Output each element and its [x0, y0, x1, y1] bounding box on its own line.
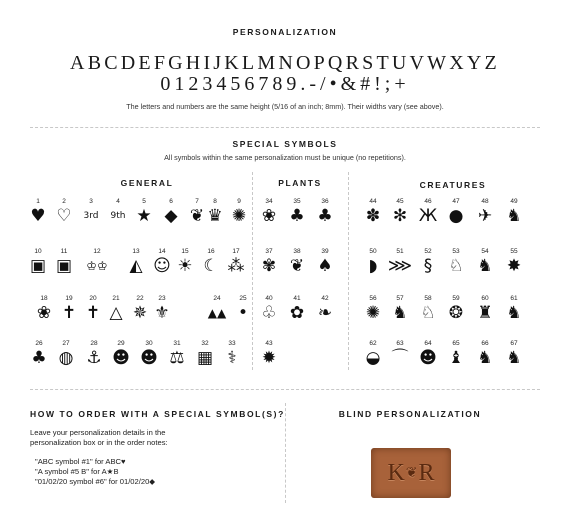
- symbol-47: [442, 198, 470, 226]
- symbol-number: 14: [158, 248, 166, 255]
- symbol-44: [359, 198, 387, 226]
- symbol-36: [311, 198, 339, 226]
- divider-bottom: [30, 389, 540, 390]
- symbol-30: [135, 340, 163, 368]
- cherries-icon: ♣: [289, 206, 305, 226]
- clover-icon: ♣: [317, 206, 333, 226]
- symbol-number: 10: [34, 248, 42, 255]
- symbol-number: 44: [369, 198, 377, 205]
- symbol-number: 63: [396, 340, 404, 347]
- symbol-number: 28: [90, 340, 98, 347]
- symbol-63: [386, 340, 414, 368]
- leather-letter-right: R: [418, 459, 435, 486]
- symbol-number: 62: [369, 340, 377, 347]
- symbol-15: [171, 248, 199, 276]
- order-instruction-line-1: Leave your personalization details in the: [30, 428, 166, 437]
- symbol-number: 52: [424, 248, 432, 255]
- symbol-number: 4: [116, 198, 120, 205]
- symbol-number: 29: [117, 340, 125, 347]
- symbol-42: [311, 295, 339, 323]
- symbol-number: 3: [89, 198, 93, 205]
- elephant-icon: ♞: [477, 256, 493, 276]
- symbol-number: 43: [265, 340, 273, 347]
- scales-icon: ⚖: [169, 348, 185, 368]
- symbol-5: [130, 198, 158, 226]
- leather-sample: [371, 448, 451, 498]
- order-example-2: "A symbol #5 B" for A★B: [35, 467, 119, 476]
- bird-icon: ♝: [448, 348, 464, 368]
- symbol-41: [283, 295, 311, 323]
- symbol-number: 20: [89, 295, 97, 302]
- symbol-number: 67: [510, 340, 518, 347]
- symbol-number: 49: [510, 198, 518, 205]
- anchor-icon: ⚓: [86, 348, 102, 368]
- symbol-number: 42: [321, 295, 329, 302]
- symbol-52: [414, 248, 442, 276]
- footprints-icon: ⁂: [227, 256, 245, 276]
- dinosaur-icon: ♞: [506, 348, 522, 368]
- smiley-icon: ☺: [153, 256, 171, 276]
- symbol-number: 51: [396, 248, 404, 255]
- spiderweb-icon: ✺: [231, 206, 247, 226]
- letters-row: ABCDEFGHIJKLMNOPQRSTUVWXYZ: [70, 52, 500, 74]
- pineapple-icon: ♠: [317, 256, 333, 276]
- lion-icon: ✺: [365, 303, 381, 323]
- stethoscope-icon: ⚕: [227, 348, 237, 368]
- symbol-40: [255, 295, 283, 323]
- symbol-12: [83, 248, 111, 276]
- hedgehog-icon: ✸: [506, 256, 522, 276]
- heart-outline-icon: ♡: [56, 206, 72, 226]
- tree-icon: ♣: [31, 348, 47, 368]
- monstera-icon: ❦: [289, 256, 305, 276]
- symbol-number: 27: [62, 340, 70, 347]
- symbol-number: 61: [510, 295, 518, 302]
- symbol-number: 23: [158, 295, 166, 302]
- symbol-number: 33: [228, 340, 236, 347]
- symbol-23: [148, 295, 176, 323]
- globe-icon: ◍: [58, 348, 74, 368]
- symbol-64: [414, 340, 442, 368]
- symbol-number: 45: [396, 198, 404, 205]
- symbol-3: [77, 198, 105, 226]
- special-symbols-title: SPECIAL SYMBOLS: [232, 139, 338, 149]
- symbol-number: 65: [452, 340, 460, 347]
- symbol-55: [500, 248, 528, 276]
- crown-icon: ♔♔: [86, 259, 108, 273]
- order-example-1: "ABC symbol #1" for ABC♥: [35, 457, 126, 466]
- symbol-number: 35: [293, 198, 301, 205]
- deathly-hallows-icon: △: [109, 303, 123, 323]
- graduation-cap-icon: ◭: [129, 256, 143, 276]
- symbol-number: 9: [237, 198, 241, 205]
- hummingbird-icon: ✈: [477, 206, 493, 226]
- symbol-32: [191, 340, 219, 368]
- symbol-53: [442, 248, 470, 276]
- butterfly-icon: Ж: [418, 206, 438, 226]
- symbol-number: 46: [424, 198, 432, 205]
- symbol-67: [500, 340, 528, 368]
- symbol-number: 39: [321, 248, 329, 255]
- symbol-46: [414, 198, 442, 226]
- divider-plants-creatures: [348, 172, 349, 370]
- symbol-number: 21: [112, 295, 120, 302]
- sunflower-icon: ✹: [261, 348, 277, 368]
- paw-icon: ❂: [448, 303, 464, 323]
- symbol-number: 53: [452, 248, 460, 255]
- symbol-50: [359, 248, 387, 276]
- numbers-row: 0123456789.-/•&#!;+: [160, 73, 410, 95]
- symbol-number: 15: [181, 248, 189, 255]
- symbol-6: [157, 198, 185, 226]
- symbol-9: [225, 198, 253, 226]
- symbol-number: 13: [132, 248, 140, 255]
- symbol-62: [359, 340, 387, 368]
- rooster-icon: ♞: [506, 206, 522, 226]
- column-general: GENERAL: [120, 178, 174, 188]
- symbol-number: 55: [510, 248, 518, 255]
- dot-icon: •: [237, 303, 249, 323]
- cross-2-icon: ✝: [85, 303, 101, 323]
- symbol-number: 2: [62, 198, 66, 205]
- symbol-number: 47: [452, 198, 460, 205]
- symbol-number: 48: [481, 198, 489, 205]
- symbol-16: [197, 248, 225, 276]
- fish-bone-icon: ⋙: [387, 256, 413, 276]
- symbol-4: [104, 198, 132, 226]
- symbol-38: [283, 248, 311, 276]
- blind-title: BLIND PERSONALIZATION: [338, 409, 482, 419]
- symbol-number: 41: [293, 295, 301, 302]
- symbol-56: [359, 295, 387, 323]
- heart-filled-icon: ♥: [30, 206, 46, 226]
- symbol-number: 12: [93, 248, 101, 255]
- column-plants: PLANTS: [278, 178, 322, 188]
- symbol-17: [222, 248, 250, 276]
- symbol-number: 11: [60, 248, 68, 255]
- police-icon: ☻: [112, 348, 130, 368]
- symbol-28: [80, 340, 108, 368]
- mermaid-icon: §: [423, 256, 433, 276]
- heart-9th-icon: 9th: [110, 211, 126, 221]
- symbol-number: 56: [369, 295, 377, 302]
- symbol-51: [386, 248, 414, 276]
- symbol-number: 5: [142, 198, 146, 205]
- symbol-49: [500, 198, 528, 226]
- symbol-number: 37: [265, 248, 273, 255]
- koala-icon: ☻: [419, 348, 437, 368]
- symbol-35: [283, 198, 311, 226]
- compass-rose-icon: ✵: [132, 303, 148, 323]
- wings-icon: ❀: [36, 303, 52, 323]
- playing-card-icon: ▣: [29, 256, 47, 276]
- symbol-61: [500, 295, 528, 323]
- candy-icon: ❦: [189, 206, 205, 226]
- bee-icon: ✽: [365, 206, 381, 226]
- order-title: HOW TO ORDER WITH A SPECIAL SYMBOL(S)?: [30, 409, 285, 419]
- tree-of-life-icon: ♧: [261, 303, 277, 323]
- fleur-de-lis-icon: ⚜: [154, 303, 170, 323]
- cross-icon: ✝: [61, 303, 77, 323]
- wolf-icon: ♞: [392, 303, 408, 323]
- symbol-26: [25, 340, 53, 368]
- leather-letter-left: K: [387, 459, 405, 486]
- symbol-number: 50: [369, 248, 377, 255]
- star-icon: ★: [136, 206, 152, 226]
- symbol-number: 24: [213, 295, 221, 302]
- mountains-icon: ▲▲: [207, 306, 227, 320]
- rabbit-icon: ♘: [448, 256, 464, 276]
- heart-3rd-icon: 3rd: [83, 211, 99, 221]
- symbol-39: [311, 248, 339, 276]
- symbol-number: 58: [424, 295, 432, 302]
- dolphin-icon: ⌒: [391, 348, 409, 368]
- special-symbols-note: All symbols within the same personalization must be unique (no repetitions).: [164, 153, 406, 162]
- school-bus-icon: ▦: [196, 348, 214, 368]
- turtle-icon: ◒: [365, 348, 381, 368]
- symbol-18: [30, 295, 58, 323]
- symbol-2: [50, 198, 78, 226]
- column-creatures: CREATURES: [419, 180, 487, 190]
- symbol-54: [471, 248, 499, 276]
- symbol-57: [386, 295, 414, 323]
- symbol-number: 19: [65, 295, 73, 302]
- symbol-number: 60: [481, 295, 489, 302]
- symbol-48: [471, 198, 499, 226]
- order-example-3: "01/02/20 symbol #6" for 01/02/20◆: [35, 477, 156, 486]
- spider-icon: ✻: [392, 206, 408, 226]
- ginkgo-icon: ❧: [317, 303, 333, 323]
- symbol-43: [255, 340, 283, 368]
- symbol-number: 59: [452, 295, 460, 302]
- firefighter-icon: ☻: [140, 348, 158, 368]
- cat-icon: ♜: [477, 303, 493, 323]
- playing-card-2-icon: ▣: [55, 256, 73, 276]
- leaf-icon: ❦: [405, 465, 418, 481]
- symbol-number: 38: [293, 248, 301, 255]
- symbol-number: 36: [321, 198, 329, 205]
- symbol-25: [229, 295, 257, 323]
- leaf-icon: ✾: [261, 256, 277, 276]
- height-note: The letters and numbers are the same height (5/16 of an inch; 8mm). Their widths vary (see above).: [126, 102, 444, 111]
- symbol-number: 8: [213, 198, 217, 205]
- symbol-45: [386, 198, 414, 226]
- divider-top: [30, 127, 540, 128]
- symbol-34: [255, 198, 283, 226]
- cupcake-icon: ♛: [207, 206, 223, 226]
- symbol-37: [255, 248, 283, 276]
- symbol-number: 17: [232, 248, 240, 255]
- symbol-number: 31: [173, 340, 181, 347]
- symbol-number: 66: [481, 340, 489, 347]
- moon-stars-icon: ☾: [203, 256, 219, 276]
- symbol-number: 18: [40, 295, 48, 302]
- symbol-number: 25: [239, 295, 247, 302]
- symbol-66: [471, 340, 499, 368]
- symbol-59: [442, 295, 470, 323]
- symbol-number: 16: [207, 248, 215, 255]
- symbol-13: [122, 248, 150, 276]
- ladybug-icon: ●: [448, 206, 464, 226]
- symbol-24: [203, 295, 231, 323]
- page-title: PERSONALIZATION: [232, 27, 338, 37]
- whale-icon: ◗: [368, 256, 378, 276]
- symbol-1: [24, 198, 52, 226]
- dog-icon: ♞: [506, 303, 522, 323]
- sun-icon: ☀: [177, 256, 193, 276]
- symbol-number: 22: [136, 295, 144, 302]
- symbol-number: 57: [396, 295, 404, 302]
- symbol-60: [471, 295, 499, 323]
- symbol-number: 6: [169, 198, 173, 205]
- symbol-number: 32: [201, 340, 209, 347]
- symbol-number: 7: [195, 198, 199, 205]
- symbol-27: [52, 340, 80, 368]
- symbol-65: [442, 340, 470, 368]
- symbol-29: [107, 340, 135, 368]
- divider-order-blind: [285, 403, 286, 503]
- lotus-icon: ❀: [261, 206, 277, 226]
- symbol-number: 1: [36, 198, 40, 205]
- symbol-10: [24, 248, 52, 276]
- rose-icon: ✿: [289, 303, 305, 323]
- symbol-number: 64: [424, 340, 432, 347]
- symbol-number: 26: [35, 340, 43, 347]
- symbol-number: 54: [481, 248, 489, 255]
- order-instruction-line-2: personalization box or in the order notes:: [30, 438, 168, 447]
- symbol-58: [414, 295, 442, 323]
- symbol-11: [50, 248, 78, 276]
- symbol-number: 30: [145, 340, 153, 347]
- diamond-icon: ◆: [164, 206, 178, 226]
- symbol-31: [163, 340, 191, 368]
- symbol-number: 34: [265, 198, 273, 205]
- squirrel-icon: ♘: [420, 303, 436, 323]
- unicorn-icon: ♞: [477, 348, 493, 368]
- symbol-number: 40: [265, 295, 273, 302]
- symbol-33: [218, 340, 246, 368]
